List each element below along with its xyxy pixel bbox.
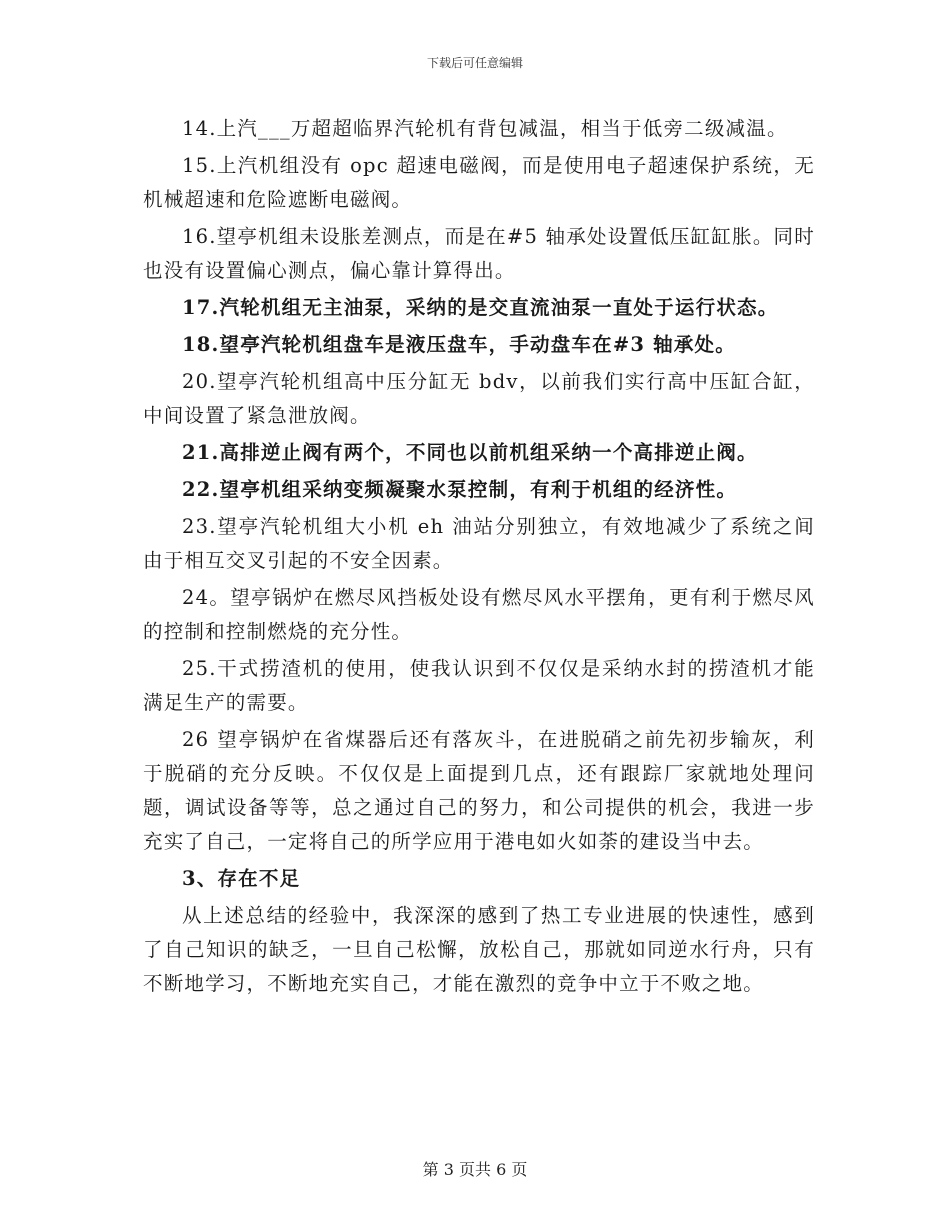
paragraph-22: 22.望亭机组采纳变频凝聚水泵控制，有利于机组的经济性。 bbox=[182, 478, 738, 501]
paragraph-26: 26 望亭锅炉在省煤器后还有落灰斗，在进脱硝之前先初步输灰，利于脱硝的充分反映。不仅仅是上面提到几点，还有跟踪厂家就地处理问题，调试设备等等，总之通过自己的努力，和公司提供的机会，我进一步充实了自己，一定将自己的所学应用于港电如火如荼的建设当中去。 bbox=[143, 728, 815, 853]
paragraph-conclusion: 从上述总结的经验中，我深深的感到了热工专业进展的快速性，感到了自己知识的缺乏，一旦自己松懈，放松自己，那就如同逆水行舟，只有不断地学习，不断地充实自己，才能在激烈的竞争中立于不败之地。 bbox=[143, 904, 815, 995]
document-body bbox=[143, 112, 815, 1004]
paragraph-17: 17.汽轮机组无主油泵，采纳的是交直流油泵一直处于运行状态。 bbox=[182, 296, 779, 319]
paragraph-21: 21.高排逆止阀有两个，不同也以前机组采纳一个高排逆止阀。 bbox=[182, 441, 758, 464]
page-header: 下载后可任意编辑 bbox=[426, 56, 523, 70]
paragraph-14: 14.上汽___万超超临界汽轮机有背包减温，相当于低旁二级减温。 bbox=[182, 117, 788, 140]
paragraph-16: 16.望亭机组未设胀差测点，而是在#5 轴承处设置低压缸缸胀。同时也没有设置偏心测点，偏心靠计算得出。 bbox=[143, 225, 815, 282]
paragraph-18: 18.望亭汽轮机组盘车是液压盘车，手动盘车在#3 轴承处。 bbox=[182, 333, 736, 356]
paragraph-25: 25.干式捞渣机的使用，使我认识到不仅仅是采纳水封的捞渣机才能满足生产的需要。 bbox=[143, 657, 815, 714]
paragraph-15: 15.上汽机组没有 opc 超速电磁阀，而是使用电子超速保护系统，无机械超速和危险遮断电磁阀。 bbox=[143, 154, 815, 211]
page-number: 第 3 页共 6 页 bbox=[422, 1160, 528, 1179]
paragraph-24: 24。望亭锅炉在燃尽风挡板处设有燃尽风水平摆角，更有利于燃尽风的控制和控制燃烧的充分性。 bbox=[143, 586, 815, 643]
paragraph-23: 23.望亭汽轮机组大小机 eh 油站分别独立，有效地减少了系统之间由于相互交叉引起的不安全因素。 bbox=[143, 515, 815, 572]
paragraph-20: 20.望亭汽轮机组高中压分缸无 bdv，以前我们实行高中压缸合缸，中间设置了紧急泄放阀。 bbox=[143, 370, 815, 427]
section-heading-shortcomings: 3、存在不足 bbox=[182, 867, 301, 890]
